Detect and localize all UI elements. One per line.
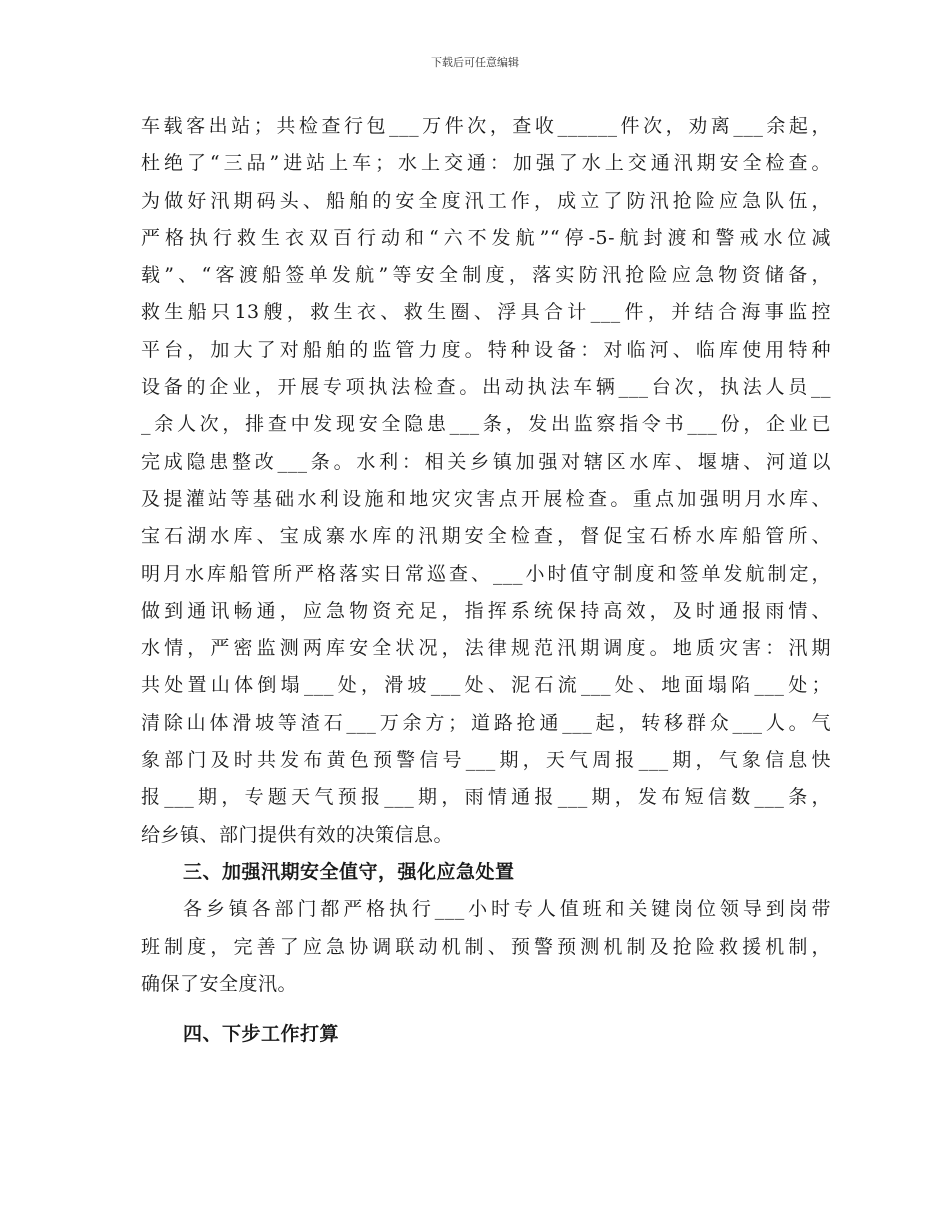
paragraph-line: 报___期，专题天气预报___期，雨情通报___期，发布短信数___条， bbox=[141, 786, 831, 809]
paragraph-line: 为做好汛期码头、船舶的安全度汛工作，成立了防汛抢险应急队伍， bbox=[141, 189, 831, 212]
paragraph-line: 班制度，完善了应急协调联动机制、预警预测机制及抢险救援机制， bbox=[141, 935, 831, 958]
paragraph-line: 确保了安全度汛。 bbox=[141, 972, 298, 995]
paragraph-line: 车载客出站；共检查行包___万件次，查收______件次，劝离___余起， bbox=[141, 115, 831, 137]
paragraph-line: 设备的企业，开展专项执法检查。出动执法车辆___台次，执法人员__ bbox=[141, 376, 831, 399]
paragraph-line: _余人次，排查中发现安全隐患___条，发出监察指令书___份，企业已 bbox=[141, 413, 831, 436]
paragraph-line: 共处置山体倒塌___处，滑坡___处、泥石流___处、地面塌陷___处； bbox=[141, 674, 831, 697]
paragraph-line: 做到通讯畅通，应急物资充足，指挥系统保持高效，及时通报雨情、 bbox=[141, 599, 831, 622]
paragraph-line: 救生船只13艘，救生衣、救生圈、浮具合计___件，并结合海事监控 bbox=[141, 301, 831, 324]
paragraph-line: 杜绝了“三品”进站上车；水上交通：加强了水上交通汛期安全检查。 bbox=[141, 152, 831, 175]
paragraph-line: 明月水库船管所严格落实日常巡查、___小时值守制度和签单发航制定， bbox=[141, 562, 831, 585]
paragraph-line: 载”、“客渡船签单发航”等安全制度，落实防汛抢险应急物资储备， bbox=[141, 264, 831, 287]
paragraph-line: 平台，加大了对船舶的监管力度。特种设备：对临河、临库使用特种 bbox=[141, 338, 831, 361]
section-heading: 四、下步工作打算 bbox=[183, 1023, 340, 1046]
paragraph-line: 给乡镇、部门提供有效的决策信息。 bbox=[141, 823, 454, 846]
paragraph-line: 严格执行救生衣双百行动和“六不发航”“停-5-航封渡和警戒水位减 bbox=[141, 226, 831, 249]
section-heading: 三、加强汛期安全值守，强化应急处置 bbox=[183, 860, 515, 883]
paragraph-line: 清除山体滑坡等渣石___万余方；道路抢通___起，转移群众___人。气 bbox=[141, 711, 831, 734]
paragraph-line: 完成隐患整改___条。水利：相关乡镇加强对辖区水库、堰塘、河道以 bbox=[141, 450, 831, 473]
paragraph-line: 各乡镇各部门都严格执行___小时专人值班和关键岗位领导到岗带 bbox=[183, 898, 831, 921]
document-body bbox=[141, 108, 831, 1053]
paragraph-line: 水情，严密监测两库安全状况，法律规范汛期调度。地质灾害：汛期 bbox=[141, 637, 831, 660]
paragraph-line: 及提灌站等基础水利设施和地灾灾害点开展检查。重点加强明月水库、 bbox=[141, 487, 831, 510]
paragraph-line: 象部门及时共发布黄色预警信号___期，天气周报___期，气象信息快 bbox=[141, 749, 831, 772]
paragraph-line: 宝石湖水库、宝成寨水库的汛期安全检查，督促宝石桥水库船管所、 bbox=[141, 525, 831, 548]
page-header: 下载后可任意编辑 bbox=[431, 56, 519, 69]
